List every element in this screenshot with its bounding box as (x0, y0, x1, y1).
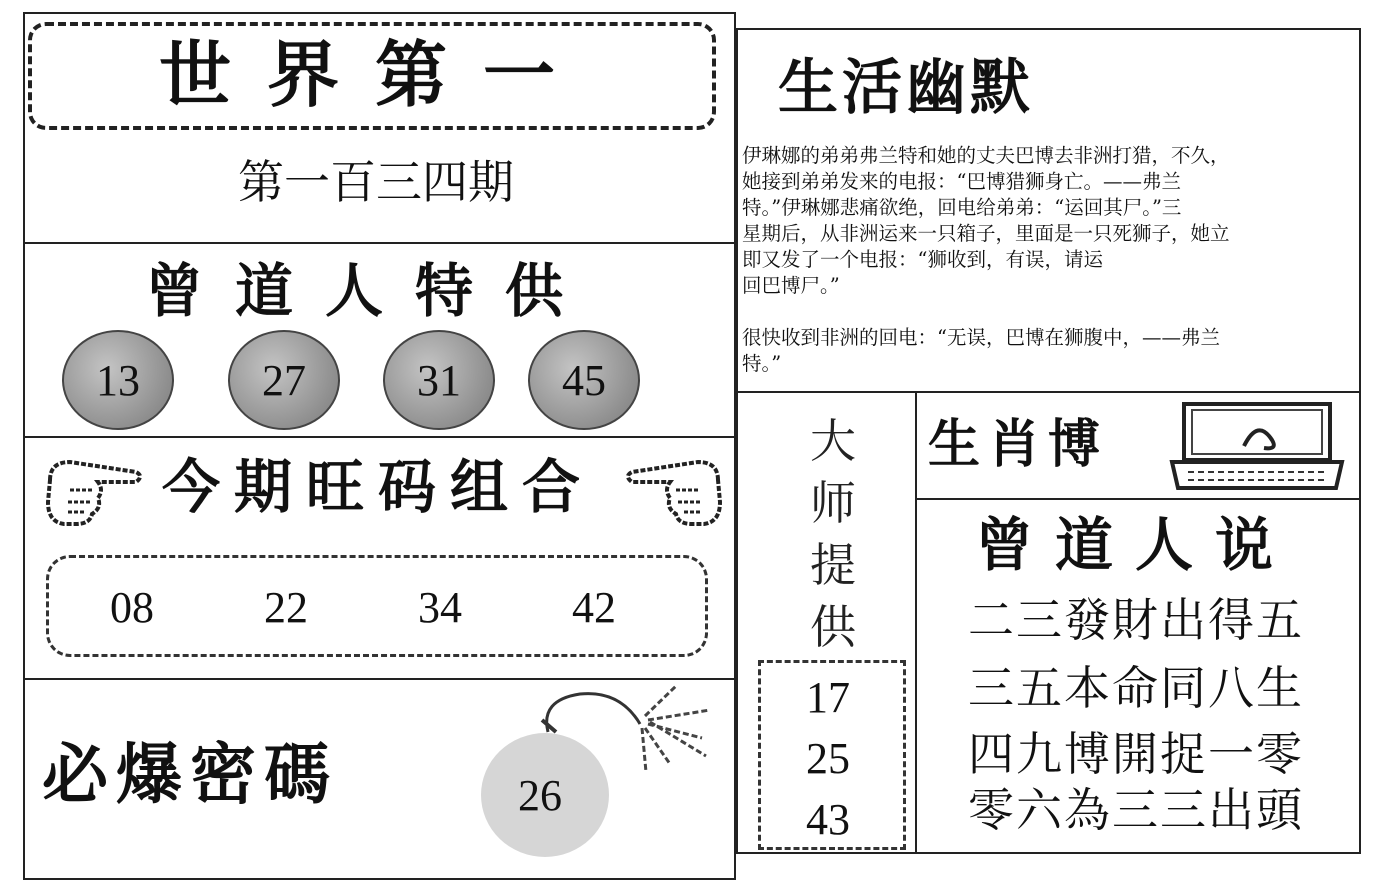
saying-line: 四九博開捉一零 (968, 727, 1304, 781)
divider (23, 436, 736, 438)
divider (915, 391, 917, 854)
master-number: 17 (806, 673, 850, 722)
laptop-icon (1168, 400, 1346, 496)
number-ball: 45 (528, 330, 640, 430)
story-line: 回巴博尸。” (742, 274, 840, 297)
story-line: 星期后，从非洲运来一只箱子，里面是一只死狮子，她立 (742, 222, 1230, 245)
zodiac-title: 生肖博 (928, 415, 1109, 475)
master-title-char: 供 (810, 600, 856, 654)
master-number: 25 (806, 734, 850, 783)
master-title (790, 410, 876, 658)
divider (23, 242, 736, 244)
combo-number: 08 (110, 583, 154, 632)
combo-number: 34 (418, 583, 462, 632)
issue-number: 第一百三四期 (238, 155, 514, 209)
saying-title: 曾道人说 (975, 511, 1296, 579)
master-number: 43 (806, 795, 850, 844)
master-title-char: 师 (810, 476, 856, 530)
story-line: 伊琳娜的弟弟弗兰特和她的丈夫巴博去非洲打猎，不久， (742, 144, 1230, 167)
saying-line: 二三發財出得五 (968, 593, 1304, 647)
bomb-number: 26 (518, 771, 562, 820)
story-line: 特。” (742, 352, 782, 375)
special-title: 曾道人特供 (145, 257, 596, 325)
number-ball: 27 (228, 330, 340, 430)
pointing-hand-left-icon (618, 450, 728, 534)
divider (736, 391, 1361, 393)
number-ball: 13 (62, 330, 174, 430)
saying-line: 三五本命同八生 (968, 661, 1304, 715)
master-title-char: 提 (810, 538, 856, 592)
pointing-hand-right-icon (40, 450, 150, 534)
bomb-title: 必爆密碼 (42, 736, 338, 813)
story-line: 即又发了一个电报：“狮收到，有误，请运 (742, 248, 1103, 271)
saying-line: 零六為三三出頭 (968, 783, 1304, 837)
page-title: 世界第一 (158, 33, 591, 117)
combo-number: 42 (572, 583, 616, 632)
story-line: 很快收到非洲的回电：“无误，巴博在狮腹中，——弗兰 (742, 326, 1220, 349)
number-ball: 31 (383, 330, 495, 430)
bomb-icon (470, 680, 730, 884)
humor-title: 生活幽默 (778, 53, 1034, 123)
combo-number: 22 (264, 583, 308, 632)
master-title-char: 大 (810, 414, 856, 468)
story-line: 特。”伊琳娜悲痛欲绝，回电给弟弟：“运回其尸。”三 (742, 196, 1182, 219)
divider (915, 498, 1361, 500)
combo-title: 今期旺码组合 (162, 453, 595, 521)
story-line: 她接到弟弟发来的电报：“巴博猎狮身亡。——弗兰 (742, 170, 1181, 193)
